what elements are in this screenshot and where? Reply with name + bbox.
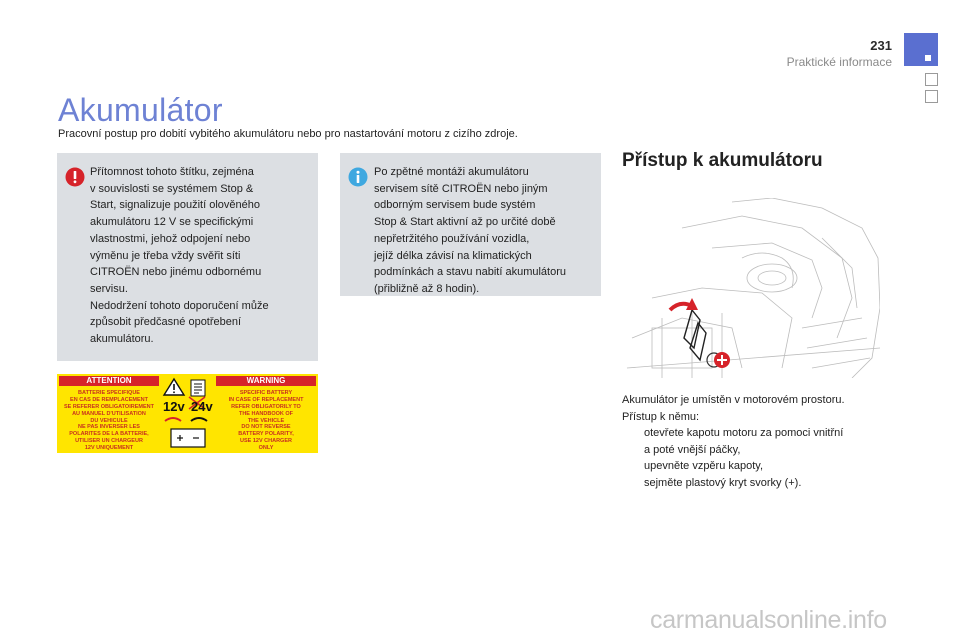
section-tab-empty[interactable] [925, 90, 938, 103]
label-line: DU VEHICULE [90, 418, 128, 424]
note-line: Po zpětné montáži akumulátoru [374, 166, 529, 178]
note-line: nepřetržitého používání vozidla, [374, 232, 530, 245]
note-line: (přibližně až 8 hodin). [374, 282, 480, 295]
note-line: Start, signalizuje použití olověného [90, 199, 260, 212]
note-line: podmínkách a stavu nabití akumulátoru [374, 266, 567, 279]
step-line: otevřete kapotu motoru za pomoci vnitřní [644, 427, 844, 439]
label-attention: ATTENTION [59, 376, 159, 386]
label-24v: 24v [191, 399, 213, 414]
label-12v: 12v [163, 399, 185, 414]
info-icon [348, 167, 368, 187]
label-fr-top [59, 390, 159, 425]
label-line: REFER OBLIGATORILY TO [231, 404, 301, 410]
watermark: carmanualsonline.info [650, 606, 887, 634]
label-line: NE PAS INVERSER LES [78, 424, 140, 430]
label-en-bottom [216, 424, 316, 452]
note-line: jejíž délka závisí na klimatických [374, 249, 532, 262]
label-line: THE HANDBOOK OF [238, 411, 294, 417]
section-tab-active[interactable] [904, 33, 938, 66]
label-line: USE 12V CHARGER [240, 438, 292, 444]
label-line: SPECIFIC BATTERY [239, 390, 293, 396]
note-line: Nedodržení tohoto doporučení může [90, 299, 269, 312]
step-item [622, 475, 902, 492]
battery-warning-label [57, 374, 318, 453]
note-line: akumulátoru. [90, 333, 154, 346]
label-line: EN CAS DE REMPLACEMENT [70, 397, 148, 403]
warning-note-text [90, 164, 269, 348]
section-heading: Přístup k akumulátoru [622, 150, 823, 171]
label-line: BATTERIE SPECIFIQUE [78, 390, 140, 396]
section-label: Praktické informace [786, 55, 892, 69]
step-line: a poté vnější páčky, [644, 443, 741, 456]
description-line: Přístup k němu: [622, 410, 700, 423]
note-line: CITROËN nebo jinému odbornému [90, 266, 262, 279]
note-line: výměnu je třeba vždy svěřit síti [90, 249, 241, 262]
label-en-top [216, 390, 316, 425]
info-note-text [374, 164, 566, 298]
access-instructions [622, 392, 902, 491]
page-title: Akumulátor [58, 92, 223, 128]
note-line: Stop & Start aktivní až po určité době [374, 216, 556, 229]
warning-note [57, 153, 318, 361]
info-note [340, 153, 601, 296]
label-line: BATTERY POLARITY, [238, 431, 294, 437]
label-line: SE REFERER OBLIGATOIREMENT [64, 404, 154, 410]
label-line: UTILISER UN CHARGEUR [75, 438, 143, 444]
page-number: 231 [870, 38, 892, 53]
label-line: IN CASE OF REPLACEMENT [228, 397, 304, 403]
label-line: 12V UNIQUEMENT [84, 445, 134, 451]
note-line: Přítomnost tohoto štítku, zejména [90, 166, 254, 178]
step-item [622, 425, 902, 458]
section-tab-empty[interactable] [925, 73, 938, 86]
label-line: ONLY [258, 445, 274, 451]
note-line: akumulátoru 12 V se specifickými [90, 216, 254, 229]
label-line: POLARITES DE LA BATTERIE, [69, 431, 149, 437]
note-line: v souvislosti se systémem Stop & [90, 182, 254, 195]
description-line: Akumulátor je umístěn v motorovém prostoru. [622, 394, 845, 406]
step-line: sejměte plastový kryt svorky (+). [644, 476, 802, 489]
label-line: AU MANUEL D'UTILISATION [72, 411, 146, 417]
intro-text: Pracovní postup pro dobití vybitého akumulátoru nebo pro nastartování motoru z cizího zdroje. [58, 128, 518, 140]
engine-bay-illustration [622, 198, 880, 378]
battery-pictogram-icon [161, 377, 215, 451]
note-line: způsobit předčasné opotřebení [90, 316, 242, 329]
label-warning: WARNING [216, 376, 316, 386]
note-line: servisem sítě CITROËN nebo jiným [374, 182, 548, 195]
step-item [622, 458, 902, 475]
label-line: DO NOT REVERSE [241, 424, 291, 430]
step-line: upevněte vzpěru kapoty, [644, 460, 764, 472]
label-fr-bottom [59, 424, 159, 452]
warning-icon [65, 167, 85, 187]
note-line: vlastnostmi, jehož odpojení nebo [90, 232, 251, 245]
label-line: THE VEHICLE [247, 418, 285, 424]
note-line: servisu. [90, 282, 128, 295]
note-line: odborným servisem bude systém [374, 199, 536, 212]
